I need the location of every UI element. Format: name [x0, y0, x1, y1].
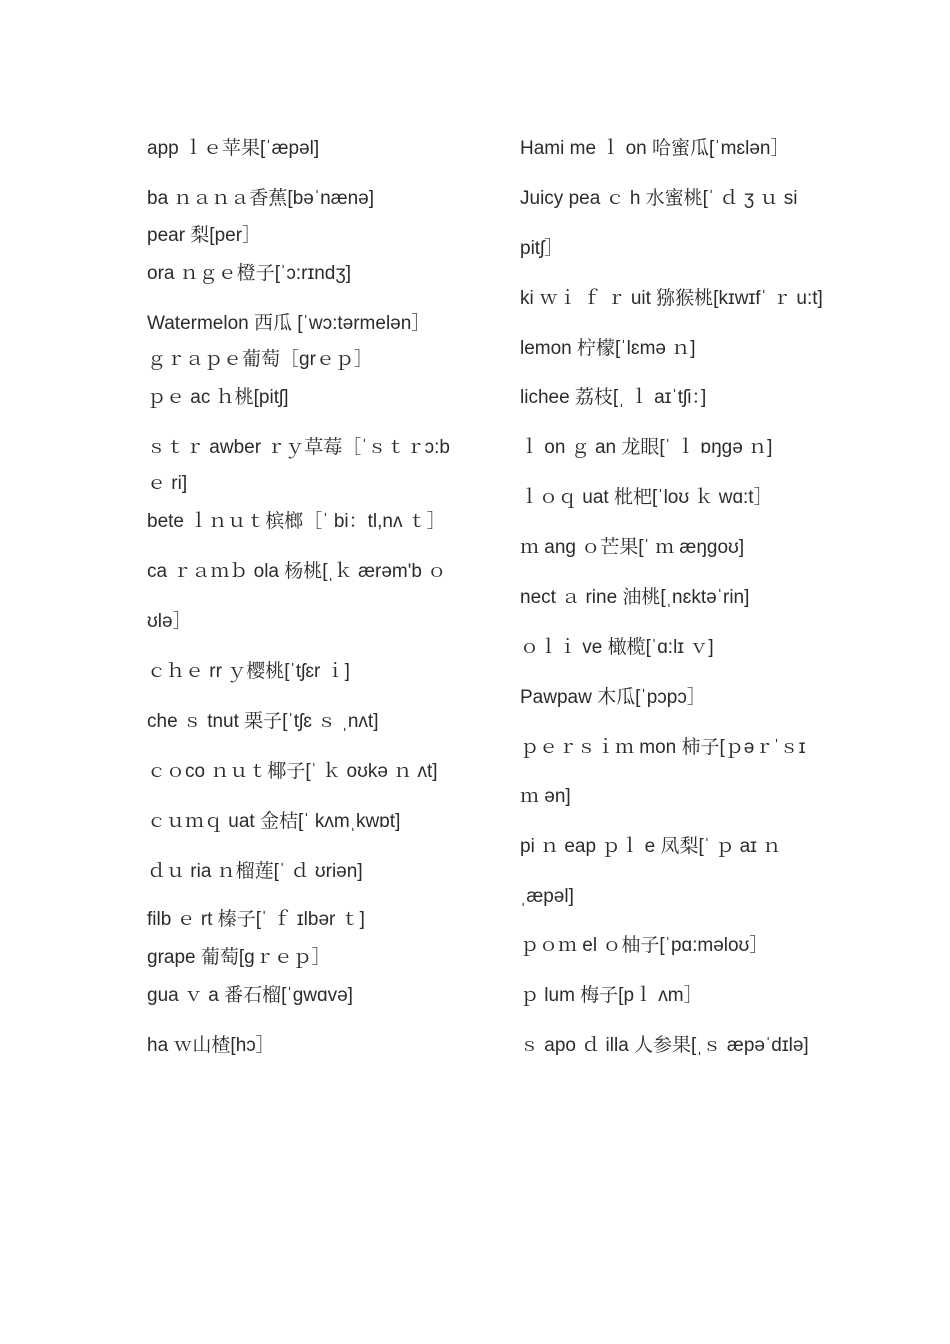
vocab-entry: pear 梨[per］ — [147, 225, 262, 246]
vocab-entry: Watermelon 西瓜 [ˈwɔ:tərmelən］ — [147, 313, 431, 334]
vocab-entry: ca ｒａｍｂ ola 杨桃[ˌｋ ærəm'b ｏ — [147, 561, 447, 582]
vocab-entry: Juicy pea ｃ h 水蜜桃[ˈ ｄ ʒ ｕ si — [520, 188, 798, 209]
vocab-entry: filb ｅ rt 榛子[ˈ ｆ ɪlbər ｔ] — [147, 909, 365, 930]
vocab-entry: ｐｅ ac ｈ桃[pitʃ] — [147, 387, 289, 408]
vocab-entry: ｇｒａｐｅ葡萄［grｅｐ］ — [147, 349, 373, 370]
vocab-entry: ｍ ən] — [520, 786, 571, 807]
vocab-entry: lemon 柠檬[ˈlɛmə ｎ] — [520, 338, 696, 359]
vocab-entry: ｅ ri] — [147, 473, 188, 494]
vocab-entry: Hami me ｌ on 哈蜜瓜[ˈmɛlən］ — [520, 138, 790, 159]
vocab-entry: ｓ apo ｄ illa 人参果[ˌｓ æpəˈdɪlə] — [520, 1035, 809, 1056]
vocab-entry: gua ｖ a 番石榴[ˈgwɑvə] — [147, 985, 353, 1006]
vocab-entry: ｐｏｍ el ｏ柚子[ˈpɑ:məloʊ］ — [520, 935, 769, 956]
vocab-entry: lichee 荔枝[ˌ ｌ aɪˈtʃi：] — [520, 387, 707, 408]
vocab-entry: Pawpaw 木瓜[ˈpɔpɔ］ — [520, 687, 706, 708]
vocab-entry: ｐ lum 梅子[pｌ ʌm］ — [520, 985, 703, 1006]
vocab-entry: ｓｔｒ awber ｒｙ草莓［ˈｓｔｒɔ:b — [147, 437, 450, 458]
vocab-entry: grape 葡萄[gｒｅｐ］ — [147, 947, 331, 968]
vocab-entry: che ｓ tnut 栗子[ˈtʃɛ ｓ ˌnʌt] — [147, 711, 379, 732]
vocab-entry: ｌｏｑ uat 枇杷[ˈloʊ ｋ wɑ:t］ — [520, 487, 773, 508]
vocab-entry: bete ｌｎｕｔ槟榔［ˈ bi：tl,nʌ ｔ］ — [147, 511, 446, 532]
vocab-entry: ｍ ang ｏ芒果[ˈ ｍ æŋgoʊ] — [520, 537, 745, 558]
vocab-entry: ｃｈｅ rr ｙ樱桃[ˈtʃɛr ｉ] — [147, 661, 350, 682]
vocab-entry: ʊlə］ — [147, 611, 192, 632]
vocab-entry: ｃｏco ｎｕｔ椰子[ˈ ｋ oʊkə ｎ ʌt] — [147, 761, 438, 782]
vocab-entry: ki ｗｉ ｆ ｒ uit 猕猴桃[kɪwɪfˈ ｒ u:t] — [520, 288, 823, 309]
vocab-entry: ｃｕｍｑ uat 金桔[ˈ kʌmˌkwɒt] — [147, 811, 401, 832]
vocab-entry: pitʃ］ — [520, 238, 564, 259]
vocab-entry: ｐｅｒｓｉｍ mon 柿子[ｐəｒˈｓɪ — [520, 737, 806, 758]
vocab-entry: ｌ on ｇ an 龙眼[ˈ ｌ ɒŋgə ｎ] — [520, 437, 773, 458]
vocab-entry: app ｌｅ苹果[ˈæpəl] — [147, 138, 320, 159]
vocab-entry: ba ｎａｎａ香蕉[bəˈnænə] — [147, 188, 375, 209]
vocab-entry: ˌæpəl] — [520, 886, 574, 907]
vocab-entry: nect ａ rine 油桃[ˌnɛktəˈrin] — [520, 587, 750, 608]
vocab-entry: ｏｌｉ ve 橄榄[ˈɑ:lɪ ｖ] — [520, 637, 714, 658]
vocab-entry: ha ｗ山楂[hɔ］ — [147, 1035, 275, 1056]
vocab-entry: pi ｎ eap ｐｌ e 凤梨[ˈ ｐ aɪ ｎ — [520, 836, 782, 857]
vocab-entry: ｄｕ ria ｎ榴莲[ˈ ｄ ʊriən] — [147, 861, 363, 882]
vocab-entry: ora ｎｇｅ橙子[ˈɔ:rɪndʒ] — [147, 263, 351, 284]
